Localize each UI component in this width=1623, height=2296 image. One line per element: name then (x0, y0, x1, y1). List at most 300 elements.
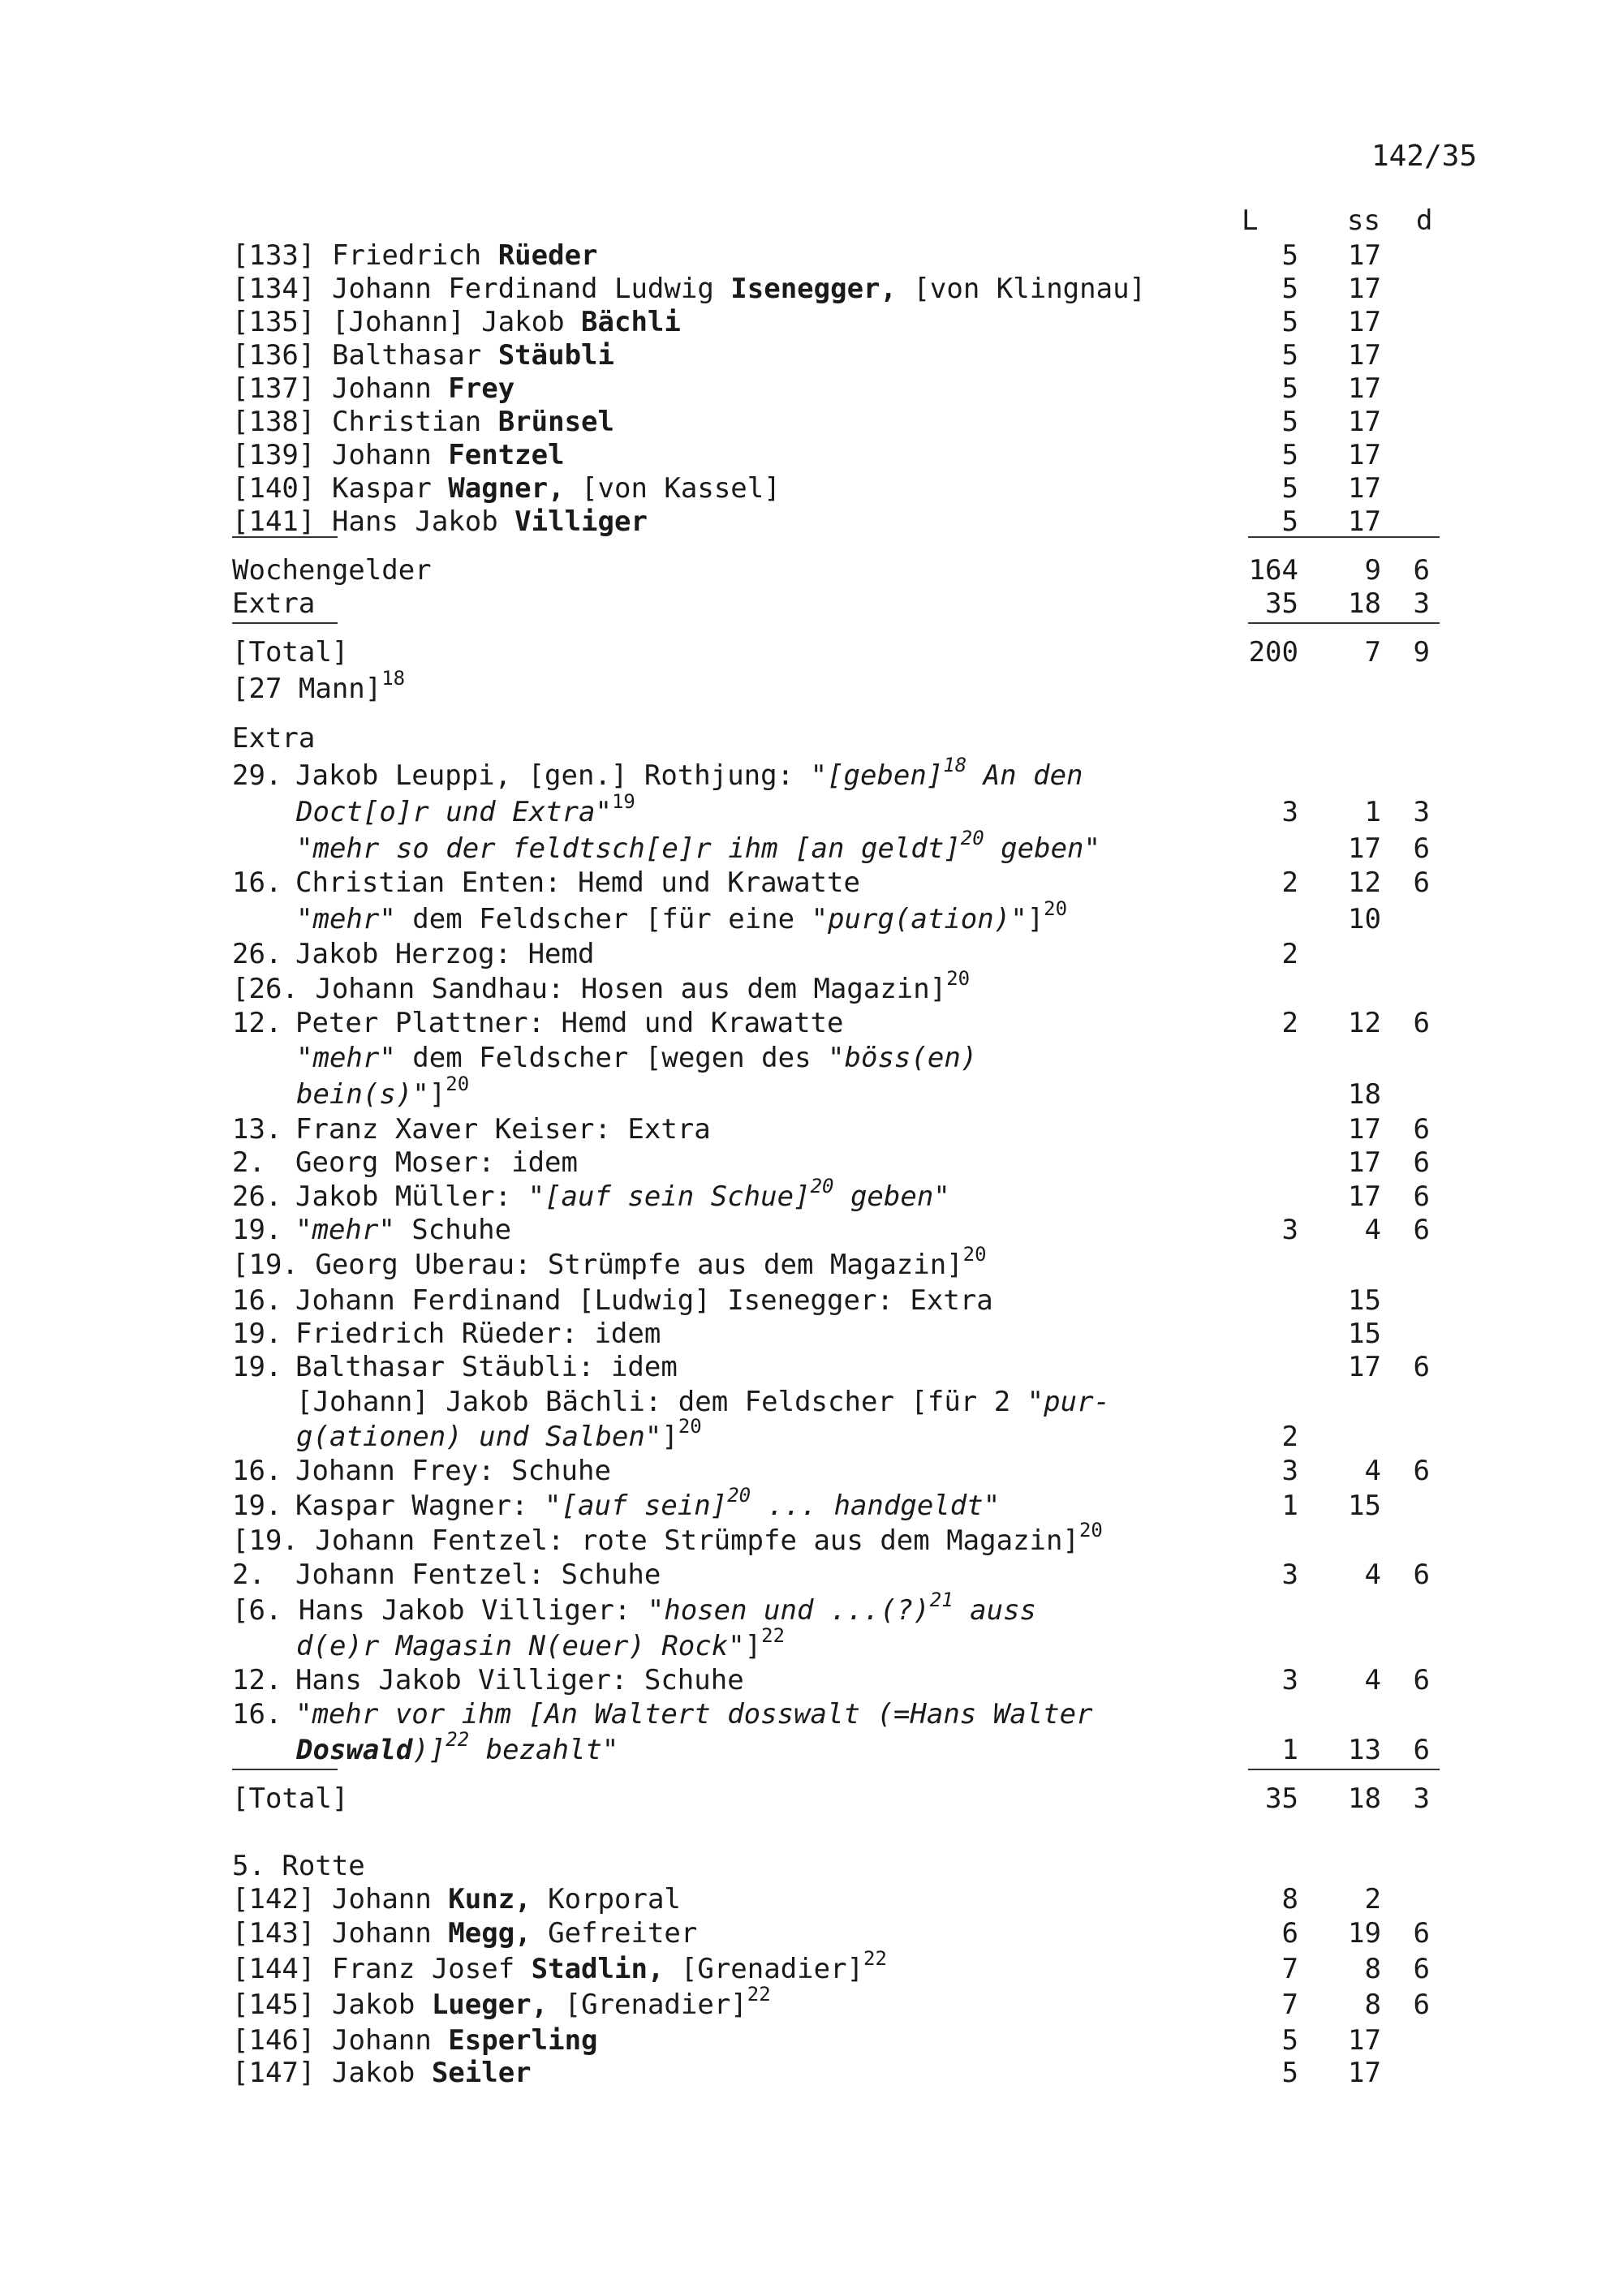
amount-L: 2 (1281, 1007, 1298, 1039)
extra-line (0, 1318, 1623, 1351)
entry-name (332, 306, 681, 339)
entry-number: [144] (232, 1953, 316, 1985)
text-segment: Balthasar Stäubli: idem (295, 1351, 678, 1383)
entry-number: [146] (232, 2024, 316, 2057)
surname: Brünsel (497, 406, 614, 438)
amount-d: 6 (1413, 1559, 1430, 1591)
surname: Wagner, (448, 472, 565, 505)
amount-d: 6 (1413, 1007, 1430, 1039)
continuation-text (296, 826, 1100, 866)
footnote-ref: 20 (1044, 896, 1068, 920)
first-name: Kaspar (332, 472, 449, 505)
first-name: Franz Josef (332, 1953, 532, 1985)
item-text (295, 753, 1083, 793)
first-name: Jakob (332, 2057, 432, 2089)
text-segment: Georg Moser: idem (295, 1146, 578, 1179)
item-number: 12. (232, 1664, 282, 1696)
footnote-ref: 20 (960, 826, 984, 849)
entry-name (332, 406, 614, 439)
amount-ss: 17 (1348, 306, 1381, 338)
text-segment: g(ationen) und Salben (296, 1421, 645, 1453)
amount-L: 7 (1281, 1989, 1298, 2021)
text-segment: Johann Fentzel: Schuhe (295, 1559, 661, 1591)
extra-line (0, 1414, 1623, 1454)
item-text (232, 1518, 1103, 1558)
amount-L: 3 (1281, 1664, 1298, 1696)
entry-name (332, 2057, 532, 2090)
text-segment: [19. Johann Fentzel: rote Strümpfe aus dem Magazin] (232, 1524, 1079, 1557)
sum-rule (1248, 536, 1440, 538)
roster-row (0, 406, 1623, 439)
text-segment: ... handgeldt" (751, 1490, 1001, 1522)
roster-row (0, 505, 1623, 539)
amount-d: 6 (1413, 1953, 1430, 1985)
row-separator (232, 1769, 338, 1770)
text-segment: [Johann] Jakob Bächli: dem Feldscher [für 2 (296, 1386, 1027, 1418)
amount-d: 6 (1413, 866, 1430, 899)
amount-L: 6 (1281, 1917, 1298, 1950)
entry-name (332, 1883, 681, 1916)
amount-ss: 19 (1348, 1917, 1381, 1950)
amount-ss: 2 (1364, 1883, 1381, 1915)
first-name: Jakob (332, 1989, 432, 2021)
item-number: 19. (232, 1351, 282, 1383)
amount-L: 7 (1281, 1953, 1298, 1985)
extra-line (0, 1214, 1623, 1247)
text-segment: "mehr" (296, 903, 396, 935)
amount-ss: 15 (1348, 1284, 1381, 1317)
roster-row (0, 372, 1623, 406)
amount-L: 5 (1281, 406, 1298, 438)
text-segment: Doswald (296, 1734, 413, 1766)
first-name: Johann (332, 1917, 449, 1950)
amount-ss: 15 (1348, 1490, 1381, 1522)
amount-ss: 18 (1348, 1782, 1381, 1815)
item-text (295, 938, 594, 971)
amount-L: 5 (1281, 439, 1298, 471)
surname: Stäubli (497, 339, 614, 372)
extra-line (0, 1007, 1623, 1040)
extra-line (0, 1455, 1623, 1488)
entry-note: [Grenadier] (548, 1989, 747, 2021)
amount-ss: 17 (1348, 472, 1381, 505)
text-segment: geben" (833, 1180, 950, 1213)
row-label (232, 666, 406, 706)
amount-d: 6 (1413, 1180, 1430, 1213)
amount-ss: 17 (1348, 2024, 1381, 2057)
amount-ss: 18 (1348, 1078, 1381, 1111)
text-segment: Jakob Müller: (295, 1180, 528, 1213)
row-label: [Total] (232, 636, 349, 669)
entry-name (332, 505, 648, 539)
row-label: Wochengelder (232, 554, 432, 587)
wochengelder-row (0, 554, 1623, 587)
item-number: 19. (232, 1318, 282, 1350)
entry-name (332, 1946, 887, 1986)
roster-row (0, 439, 1623, 472)
extra-line (0, 789, 1623, 829)
surname: Fentzel (448, 439, 565, 471)
extra-line (0, 1483, 1623, 1523)
entry-number: [139] (232, 439, 316, 471)
entry-note: [Grenadier] (664, 1953, 864, 1985)
amount-ss: 17 (1348, 273, 1381, 305)
text-segment: auss (953, 1594, 1037, 1627)
text-segment: "mehr so der feldtsch[e]r ihm [an geldt] (296, 832, 961, 865)
text-segment: "[auf sein Schue] (527, 1180, 811, 1213)
text-segment: "] (412, 1078, 446, 1111)
footnote-ref: 20 (962, 1242, 987, 1266)
page-number: 142/35 (1371, 140, 1477, 173)
entry-number: [133] (232, 239, 316, 272)
amount-ss: 9 (1364, 554, 1381, 587)
entry-note: [von Kassel] (564, 472, 781, 505)
extra-line (0, 1386, 1623, 1419)
item-number: 26. (232, 938, 282, 970)
text-segment: ] (1027, 903, 1044, 935)
roster-row (0, 239, 1623, 273)
item-text (232, 1588, 1037, 1627)
item-text (232, 1242, 987, 1282)
text-segment: Jakob Leuppi, [gen.] Rothjung: (295, 759, 811, 792)
entry-note: [von Klingnau] (896, 273, 1147, 305)
text-segment: "] (728, 1630, 762, 1662)
extra-line (0, 1588, 1623, 1627)
entry-name (332, 2024, 598, 2057)
footnote-ref: 22 (761, 1623, 786, 1647)
text-segment: "purg(ation)" (811, 903, 1027, 935)
continuation-text (296, 1042, 977, 1075)
amount-d: 3 (1413, 796, 1430, 828)
text-segment: [6. Hans Jakob Villiger: (232, 1594, 648, 1627)
amount-d: 6 (1413, 1351, 1430, 1383)
amount-d: 6 (1413, 1664, 1430, 1696)
amount-d: 9 (1413, 636, 1430, 669)
amount-ss: 10 (1348, 903, 1381, 935)
text-segment: [26. Johann Sandhau: Hosen aus dem Magazin] (232, 973, 947, 1005)
amount-L: 35 (1265, 587, 1298, 620)
extra-line (0, 1174, 1623, 1214)
amount-L: 5 (1281, 273, 1298, 305)
extra-line (0, 1042, 1623, 1075)
text-segment: )] (412, 1734, 446, 1766)
item-text (295, 1318, 661, 1351)
surname: Rüeder (497, 239, 598, 272)
row-label: [Total] (232, 1782, 349, 1815)
text-segment: Schuhe (394, 1214, 512, 1246)
amount-ss: 17 (1348, 339, 1381, 372)
entry-name (332, 339, 614, 372)
amount-ss: 17 (1348, 406, 1381, 438)
amount-ss: 17 (1348, 832, 1381, 865)
footnote-ref: 20 (727, 1483, 751, 1507)
text-segment: dem Feldscher [für eine (395, 903, 812, 935)
text-segment: bezahlt" (469, 1734, 619, 1766)
entry-note: Korporal (531, 1883, 681, 1915)
text-segment: "pur- (1027, 1386, 1111, 1418)
extra-line (0, 1559, 1623, 1592)
first-name: Hans Jakob (332, 505, 515, 538)
amount-L: 3 (1281, 1455, 1298, 1487)
entry-note: Gefreiter (531, 1917, 698, 1950)
amount-ss: 4 (1364, 1455, 1381, 1487)
item-number: 16. (232, 1455, 282, 1487)
amount-ss: 7 (1364, 636, 1381, 669)
amount-d: 6 (1413, 1734, 1430, 1766)
continuation-text (296, 1727, 619, 1767)
first-name: Friedrich (332, 239, 498, 272)
amount-ss: 13 (1348, 1734, 1381, 1766)
column-header-L: L (1242, 204, 1259, 237)
text-segment: "mehr" (295, 1214, 395, 1246)
text-segment: Doct[o]r und Extra (296, 796, 596, 828)
footnote-ref: 22 (446, 1727, 470, 1751)
amount-L: 5 (1281, 472, 1298, 505)
footnote-ref: 21 (929, 1588, 954, 1611)
amount-L: 1 (1281, 1490, 1298, 1522)
amount-L: 2 (1281, 1421, 1298, 1453)
extra-line (0, 938, 1623, 971)
amount-ss: 17 (1348, 505, 1381, 538)
amount-L: 8 (1281, 1883, 1298, 1915)
sum-rule (1248, 1769, 1440, 1770)
item-number: 16. (232, 1284, 282, 1317)
item-number: 19. (232, 1214, 282, 1246)
surname: Isenegger, (730, 273, 897, 305)
entry-number: [138] (232, 406, 316, 438)
text-segment: Kaspar Wagner: (295, 1490, 545, 1522)
entry-name (332, 1917, 697, 1950)
first-name: Johann (332, 372, 449, 405)
item-number: 26. (232, 1180, 282, 1213)
item-text (295, 1483, 1001, 1523)
text-segment: Friedrich Rüeder: idem (295, 1318, 661, 1350)
amount-ss: 4 (1364, 1559, 1381, 1591)
extra-sum-row (0, 587, 1623, 621)
footnote-ref: 20 (678, 1414, 702, 1438)
extra-line (0, 753, 1623, 793)
surname: Kunz, (448, 1883, 532, 1915)
text-segment: " (595, 796, 612, 828)
surname: Villiger (514, 505, 648, 538)
amount-ss: 4 (1364, 1664, 1381, 1696)
extra-line (0, 1113, 1623, 1146)
roster-row (0, 472, 1623, 505)
first-name: Johann Ferdinand Ludwig (332, 273, 731, 305)
text-segment: Johann Frey: Schuhe (295, 1455, 611, 1487)
first-name: [Johann] Jakob (332, 306, 582, 338)
extra-total-row (0, 1782, 1623, 1816)
entry-number: [136] (232, 339, 316, 372)
row-separator (232, 536, 338, 538)
rotte-row (0, 1883, 1623, 1916)
item-number: 2. (232, 1559, 265, 1591)
entry-name (332, 1982, 771, 2022)
text-segment: "[auf sein] (545, 1490, 728, 1522)
item-number: 16. (232, 1698, 282, 1731)
continuation-text (296, 896, 1068, 936)
mann-label: [27 Mann] (232, 673, 382, 705)
section-heading: Extra (232, 722, 316, 755)
rotte-row (0, 2024, 1623, 2057)
item-text (295, 1007, 844, 1040)
entry-number: [134] (232, 273, 316, 305)
amount-L: 2 (1281, 938, 1298, 970)
amount-ss: 8 (1364, 1953, 1381, 1985)
text-segment: Franz Xaver Keiser: Extra (295, 1113, 711, 1146)
entry-number: [141] (232, 505, 316, 538)
surname: Frey (448, 372, 515, 405)
text-segment: [19. Georg Uberau: Strümpfe aus dem Magazin] (232, 1249, 963, 1281)
total-row (0, 636, 1623, 669)
amount-d: 6 (1413, 554, 1430, 587)
footnote-ref: 20 (946, 966, 971, 990)
section-heading: 5. Rotte (232, 1850, 365, 1882)
amount-d: 6 (1413, 1455, 1430, 1487)
text-segment: "böss(en) (828, 1042, 978, 1074)
amount-L: 5 (1281, 306, 1298, 338)
text-segment: Johann Ferdinand [Ludwig] Isenegger: Extra (295, 1284, 993, 1317)
amount-L: 200 (1248, 636, 1298, 669)
text-segment: d(e)r Magasin N(euer) Rock (296, 1630, 729, 1662)
text-segment: dem Feldscher [wegen des (395, 1042, 829, 1074)
amount-d: 6 (1413, 1917, 1430, 1950)
item-number: 13. (232, 1113, 282, 1146)
amount-ss: 12 (1348, 866, 1381, 899)
item-text (295, 866, 860, 900)
amount-d: 3 (1413, 587, 1430, 620)
footnote-ref: 22 (747, 1982, 771, 2006)
amount-ss: 17 (1348, 439, 1381, 471)
amount-ss: 17 (1348, 1113, 1381, 1146)
entry-number: [135] (232, 306, 316, 338)
roster-row (0, 273, 1623, 306)
continuation-text (296, 789, 635, 829)
rotte-row (0, 2057, 1623, 2090)
item-number: 19. (232, 1490, 282, 1522)
surname: Lueger, (431, 1989, 549, 2021)
amount-ss: 17 (1348, 2057, 1381, 2089)
entry-name (332, 239, 598, 273)
text-segment: geben" (984, 832, 1100, 865)
extra-line (0, 866, 1623, 900)
amount-L: 3 (1281, 1214, 1298, 1246)
amount-ss: 17 (1348, 1351, 1381, 1383)
column-header-ss: ss (1347, 204, 1380, 237)
amount-ss: 17 (1348, 239, 1381, 272)
text-segment: "mehr vor ihm [An Waltert dosswalt (=Hans Walter (295, 1698, 1093, 1731)
entry-number: [147] (232, 2057, 316, 2089)
extra-line (0, 1284, 1623, 1318)
rotte-row (0, 1917, 1623, 1950)
item-number: 29. (232, 759, 282, 792)
amount-d: 6 (1413, 1113, 1430, 1146)
entry-name (332, 372, 514, 406)
text-segment: "[geben] (810, 759, 944, 792)
amount-ss: 12 (1348, 1007, 1381, 1039)
amount-ss: 18 (1348, 587, 1381, 620)
surname: Stadlin, (531, 1953, 665, 1985)
item-text (295, 1174, 950, 1214)
rotte-row (0, 1982, 1623, 2022)
footnote-ref: 20 (446, 1072, 470, 1095)
extra-line (0, 1698, 1623, 1731)
amount-L: 164 (1248, 554, 1298, 587)
extra-line (0, 966, 1623, 1006)
amount-L: 3 (1281, 796, 1298, 828)
text-segment: Hans Jakob Villiger: Schuhe (295, 1664, 744, 1696)
extra-line (0, 1242, 1623, 1282)
entry-number: [145] (232, 1989, 316, 2021)
extra-line (0, 896, 1623, 936)
amount-ss: 17 (1348, 1146, 1381, 1179)
extra-line (0, 1727, 1623, 1767)
amount-ss: 15 (1348, 1318, 1381, 1350)
first-name: Christian (332, 406, 498, 438)
item-number: 16. (232, 866, 282, 899)
first-name: Balthasar (332, 339, 498, 372)
amount-L: 5 (1281, 339, 1298, 372)
amount-L: 3 (1281, 1559, 1298, 1591)
first-name: Johann (332, 2024, 449, 2057)
extra-line (0, 1351, 1623, 1384)
amount-L: 1 (1281, 1734, 1298, 1766)
item-text (232, 966, 971, 1006)
amount-d: 6 (1413, 832, 1430, 865)
item-text (295, 1559, 661, 1592)
entry-number: [143] (232, 1917, 316, 1950)
amount-ss: 17 (1348, 372, 1381, 405)
item-text (295, 1214, 511, 1247)
item-text (295, 1455, 611, 1488)
amount-L: 35 (1265, 1782, 1298, 1815)
entry-name (332, 472, 781, 505)
surname: Megg, (448, 1917, 532, 1950)
text-segment: Christian Enten: Hemd und Krawatte (295, 866, 860, 899)
extra-line (0, 1518, 1623, 1558)
first-name: Johann (332, 1883, 449, 1915)
amount-L: 2 (1281, 866, 1298, 899)
surname: Bächli (581, 306, 681, 338)
amount-d: 3 (1413, 1782, 1430, 1815)
text-segment: Jakob Herzog: Hemd (295, 938, 595, 970)
column-header-d: d (1416, 204, 1433, 237)
amount-ss: 8 (1364, 1989, 1381, 2021)
item-text (295, 1113, 711, 1146)
roster-row (0, 306, 1623, 339)
footnote-ref: 19 (611, 789, 635, 813)
surname: Seiler (431, 2057, 532, 2089)
extra-line (0, 826, 1623, 866)
footnote-ref: 18 (943, 753, 967, 776)
row-separator (232, 622, 338, 624)
roster-row (0, 339, 1623, 372)
text-segment: "mehr" (296, 1042, 396, 1074)
item-text (295, 1351, 678, 1384)
item-text (295, 1664, 744, 1697)
item-number: 12. (232, 1007, 282, 1039)
extra-line (0, 1623, 1623, 1663)
amount-ss: 4 (1364, 1214, 1381, 1246)
entry-name (332, 273, 1146, 306)
text-segment: Peter Plattner: Hemd und Krawatte (295, 1007, 844, 1039)
mann-row (0, 666, 1623, 706)
amount-ss: 17 (1348, 1180, 1381, 1213)
rotte-heading (0, 1850, 1623, 1883)
entry-number: [137] (232, 372, 316, 405)
text-segment: bein(s) (296, 1078, 413, 1111)
amount-ss: 1 (1364, 796, 1381, 828)
